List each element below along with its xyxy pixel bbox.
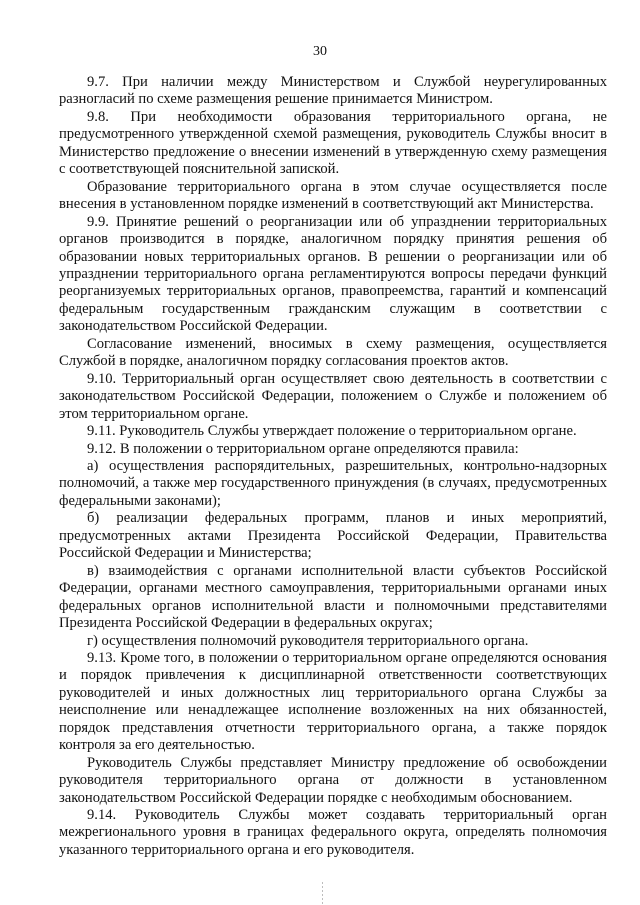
paragraph-9-11: 9.11. Руководитель Службы утверждает положение о территориальном органе. — [87, 423, 577, 440]
paragraph-9-8-continuation: Образование территориального органа в этом случае осуществляется после внесения в установленном порядке изменений в соответствующий акт Министерства. — [59, 178, 607, 213]
paragraph-9-13-continuation: Руководитель Службы представляет Министру предложение об освобождении руководителя территориального органа от должности в установленном законодательством Российской Федерации порядке с необходимым обоснованием. — [59, 754, 607, 806]
page-number: 30 — [313, 44, 327, 59]
paragraph-9-12: 9.12. В положении о территориальном органе определяются правила: — [87, 440, 519, 457]
list-item-b: б) реализации федеральных программ, планов и иных мероприятий, предусмотренных актами Президента Российской Федерации, Правительства Российской Федерации и Министерства; — [59, 510, 607, 562]
document-body — [59, 74, 607, 859]
paragraph-9-14: 9.14. Руководитель Службы может создавать территориальный орган межрегионального уровня в границах федерального округа, определять полномочия указанного территориального органа и его руководителя. — [59, 807, 607, 858]
list-item-v: в) взаимодействия с органами исполнительной власти субъектов Российской Федерации, органами местного самоуправления, территориальными органами иных федеральных органов исполнительной власти и полномочными представителями Президента Российской Федерации в федеральных округах; — [59, 562, 607, 632]
list-item-a: а) осуществления распорядительных, разрешительных, контрольно-надзорных полномочий, а также мер государственного принуждения (в случаях, предусмотренных федеральными законами); — [59, 457, 607, 509]
paragraph-9-8: 9.8. При необходимости образования территориального органа, не предусмотренного утвержденной схемой размещения, руководитель Службы вносит в Министерство предложение о внесении изменений в утвержденную схему размещения с соответствующей пояснительной запиской. — [59, 108, 607, 178]
scan-artifact-line — [322, 882, 323, 905]
paragraph-9-7: 9.7. При наличии между Министерством и Службой неурегулированных разногласий по схеме размещения решение принимается Министром. — [59, 74, 607, 108]
paragraph-9-10: 9.10. Территориальный орган осуществляет свою деятельность в соответствии с законодательством Российской Федерации, положением о Службе и положением об этом территориальном органе. — [59, 370, 607, 422]
list-item-g: г) осуществления полномочий руководителя территориального органа. — [87, 632, 529, 649]
paragraph-9-13: 9.13. Кроме того, в положении о территориальном органе определяются основания и порядок привлечения к дисциплинарной ответственности соответствующих руководителей и иных должностных лиц территориального органа Службы за неисполнение или ненадлежащее исполнение возложенных на них обязанностей, порядок представления отчетности территориального органа, а также порядок контроля за его деятельностью. — [59, 649, 607, 754]
paragraph-9-9: 9.9. Принятие решений о реорганизации или об упразднении территориальных органов производится в порядке, аналогичном порядку принятия решения об образовании новых территориальных органов. В решении о реорганизации или об упразднении территориального органа регламентируются вопросы передачи функций реорганизуемых территориальных органов, правопреемства, гарантий и компенсаций федеральным государственным гражданским служащим в соответствии с законодательством Российской Федерации. — [59, 213, 607, 335]
paragraph-9-9-continuation: Согласование изменений, вносимых в схему размещения, осуществляется Службой в порядке, аналогичном порядку согласования проектов актов. — [59, 335, 607, 370]
